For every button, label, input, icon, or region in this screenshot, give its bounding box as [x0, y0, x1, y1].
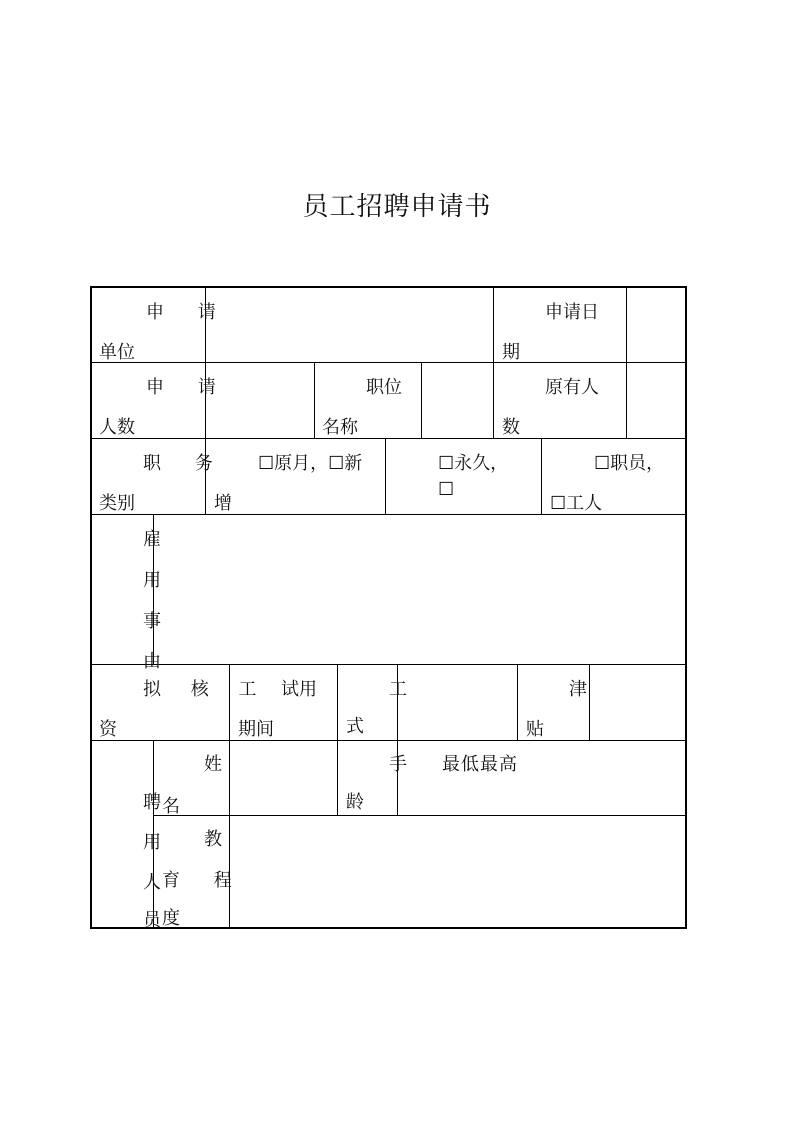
table-right-border	[685, 286, 687, 929]
apply-unit-label: 申 请	[146, 302, 230, 323]
hiring-requirements-char: 员	[143, 910, 161, 931]
existing-count-label-cont: 数	[502, 417, 520, 438]
name-label: 姓	[204, 754, 222, 775]
age-range-text: 最低最高	[442, 754, 518, 775]
existing-count-field[interactable]	[628, 364, 684, 437]
employment-form-field[interactable]	[389, 666, 517, 739]
age-range-field[interactable]	[389, 742, 685, 814]
position-label-cont: 名称	[322, 417, 358, 438]
row-divider	[90, 362, 686, 363]
row-divider	[90, 664, 686, 665]
apply-count-field[interactable]	[207, 364, 313, 437]
col-divider	[337, 664, 338, 741]
name-label-cont: 名	[162, 796, 180, 817]
row-divider	[90, 438, 686, 439]
row-divider	[90, 514, 686, 515]
col-divider	[385, 438, 386, 515]
col-divider	[589, 664, 590, 741]
apply-date-label-cont: 期	[502, 342, 520, 363]
name-field[interactable]	[230, 742, 336, 814]
hiring-reason-label	[92, 516, 161, 672]
age-label-partial: 手	[389, 754, 407, 775]
allowance-field[interactable]	[591, 666, 684, 739]
proposed-salary-label: 拟 核 工	[143, 679, 269, 700]
duty-option-permanent[interactable]: ☐永久，	[438, 453, 509, 474]
apply-count-label-cont: 人数	[99, 417, 135, 438]
page-title: 员工招聘申请书	[302, 192, 492, 222]
apply-date-field[interactable]	[628, 288, 684, 361]
apply-date-label: 申请日	[545, 302, 599, 323]
age-label: 龄	[346, 792, 364, 813]
col-divider	[626, 362, 627, 439]
existing-count-label: 原有人	[545, 377, 599, 398]
hiring-reason-field[interactable]	[155, 516, 684, 663]
proposed-salary-label-cont: 资	[99, 719, 117, 740]
allowance-label-cont: 贴	[526, 719, 544, 740]
employment-form-label: 式	[346, 716, 364, 737]
employment-form-char-partial: 工	[389, 679, 407, 700]
col-divider	[626, 286, 627, 363]
education-label: 教	[204, 829, 222, 850]
col-divider	[205, 438, 206, 515]
hiring-reason-char: 雇	[143, 529, 161, 550]
hiring-requirements-char: 人	[143, 872, 161, 893]
trial-period-label-cont: 期间	[238, 719, 274, 740]
col-divider	[229, 664, 230, 741]
education-field[interactable]	[230, 817, 685, 927]
position-field[interactable]	[423, 364, 492, 437]
apply-count-label: 申 请	[146, 377, 230, 398]
education-label-cont: 育 程	[162, 870, 246, 891]
hiring-reason-char: 用	[143, 570, 161, 591]
education-label-end: 度	[162, 908, 180, 929]
col-divider	[493, 362, 494, 439]
hiring-reason-char: 事	[143, 611, 161, 632]
col-divider	[205, 286, 206, 363]
apply-unit-field[interactable]	[207, 288, 492, 361]
hiring-requirements-char: 用	[143, 832, 161, 853]
duty-type-label: 职 务	[143, 453, 227, 474]
position-label: 职位	[366, 377, 402, 398]
duty-option-temporary-checkbox[interactable]: ☐	[438, 479, 455, 500]
col-divider	[517, 664, 518, 741]
col-divider	[541, 438, 542, 515]
duty-option-original-new[interactable]: ☐原月，☐新	[258, 453, 363, 474]
apply-unit-label-cont: 单位	[99, 342, 135, 363]
hiring-requirements-char: 聘	[143, 792, 161, 813]
duty-option-original-new-cont: 增	[214, 493, 232, 514]
trial-period-label: 试用	[281, 679, 317, 700]
row-divider	[153, 815, 686, 816]
row-divider	[90, 740, 686, 741]
col-divider	[314, 362, 315, 439]
col-divider	[337, 740, 338, 816]
col-divider	[421, 362, 422, 439]
col-divider	[493, 286, 494, 363]
hiring-requirements-label	[92, 742, 161, 931]
duty-type-label-cont: 类别	[99, 493, 135, 514]
col-divider	[205, 362, 206, 439]
duty-option-staff[interactable]: ☐职员，	[594, 453, 665, 474]
allowance-label: 津	[569, 679, 587, 700]
duty-option-worker[interactable]: ☐工人	[550, 493, 603, 514]
hiring-reason-char: 由	[143, 651, 161, 672]
